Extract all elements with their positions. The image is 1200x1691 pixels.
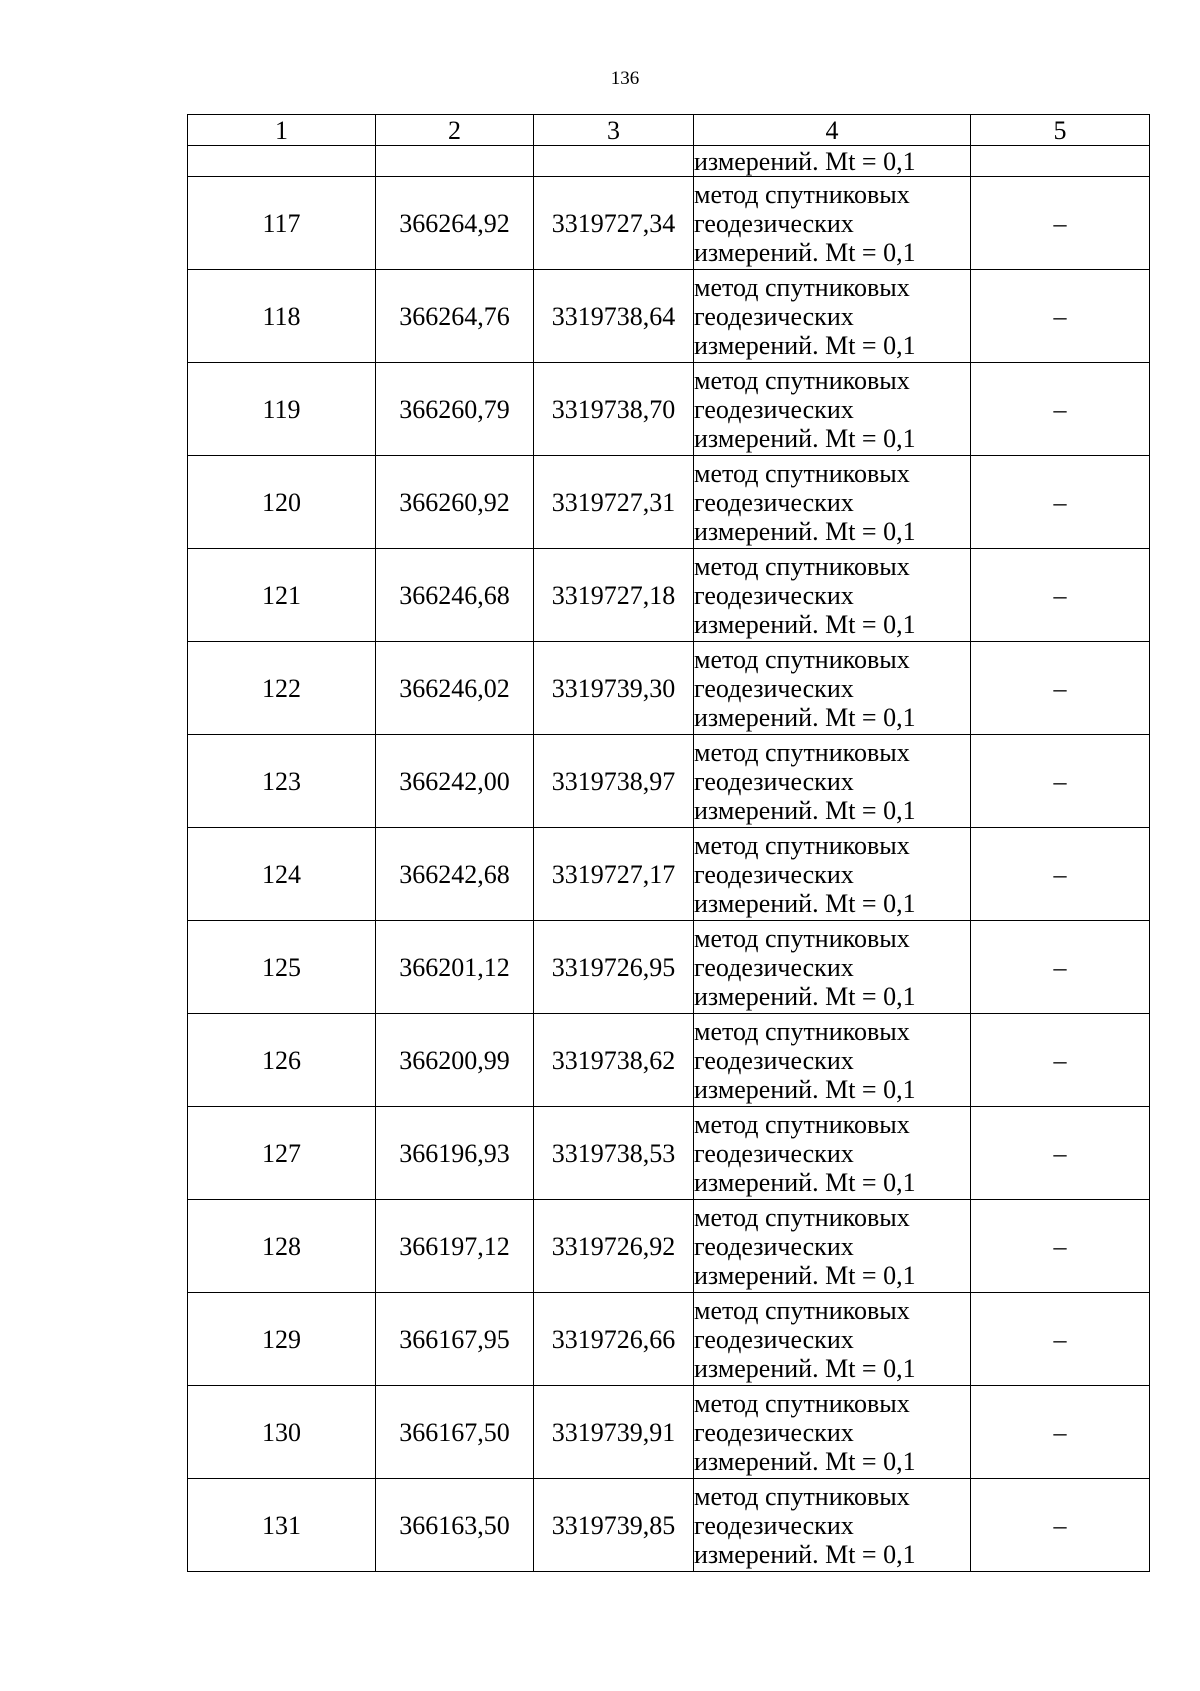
point-number: 119 bbox=[188, 363, 376, 456]
page-number: 136 bbox=[610, 68, 640, 89]
method-line: метод спутниковых bbox=[694, 644, 910, 674]
coordinate-x: 366260,79 bbox=[376, 363, 534, 456]
method-line: геодезических bbox=[694, 859, 854, 889]
coordinate-x: 366246,68 bbox=[376, 549, 534, 642]
method-line: метод спутниковых bbox=[694, 923, 910, 953]
coordinate-y: 3319738,97 bbox=[534, 735, 694, 828]
table-row bbox=[188, 549, 1150, 642]
coordinate-y: 3319727,17 bbox=[534, 828, 694, 921]
coordinate-x: 366197,12 bbox=[376, 1200, 534, 1293]
method-description bbox=[694, 456, 971, 549]
method-line: метод спутниковых bbox=[694, 830, 910, 860]
table-row bbox=[188, 1014, 1150, 1107]
coordinate-x: 366167,50 bbox=[376, 1386, 534, 1479]
point-number: 117 bbox=[188, 177, 376, 270]
method-description bbox=[694, 549, 971, 642]
table-row bbox=[188, 177, 1150, 270]
method-line: измерений. Mt = 0,1 bbox=[694, 1446, 916, 1476]
note-dash: – bbox=[971, 363, 1150, 456]
method-description bbox=[694, 363, 971, 456]
method-line: метод спутниковых bbox=[694, 1202, 910, 1232]
point-number: 124 bbox=[188, 828, 376, 921]
point-number: 128 bbox=[188, 1200, 376, 1293]
coordinate-x: 366264,92 bbox=[376, 177, 534, 270]
method-line: метод спутниковых bbox=[694, 179, 910, 209]
method-line: геодезических bbox=[694, 952, 854, 982]
coordinate-y: 3319739,30 bbox=[534, 642, 694, 735]
coordinate-y: 3319726,95 bbox=[534, 921, 694, 1014]
table-row bbox=[188, 270, 1150, 363]
point-number: 130 bbox=[188, 1386, 376, 1479]
coordinate-x: 366242,00 bbox=[376, 735, 534, 828]
note-dash: – bbox=[971, 1479, 1150, 1572]
coordinate-y: 3319738,64 bbox=[534, 270, 694, 363]
note-dash: – bbox=[971, 177, 1150, 270]
method-line: метод спутниковых bbox=[694, 272, 910, 302]
point-number: 127 bbox=[188, 1107, 376, 1200]
method-line: метод спутниковых bbox=[694, 365, 910, 395]
point-number: 129 bbox=[188, 1293, 376, 1386]
coordinate-x: 366200,99 bbox=[376, 1014, 534, 1107]
method-line: метод спутниковых bbox=[694, 551, 910, 581]
coordinate-y: 3319726,66 bbox=[534, 1293, 694, 1386]
coordinate-y: 3319727,31 bbox=[534, 456, 694, 549]
column-header-2: 2 bbox=[376, 115, 534, 146]
coordinate-y: 3319727,34 bbox=[534, 177, 694, 270]
method-line: измерений. Mt = 0,1 bbox=[694, 1167, 916, 1197]
table-header-row bbox=[188, 115, 1150, 146]
method-line: метод спутниковых bbox=[694, 1016, 910, 1046]
point-number: 123 bbox=[188, 735, 376, 828]
coordinate-x: 366242,68 bbox=[376, 828, 534, 921]
method-description bbox=[694, 1479, 971, 1572]
point-number: 126 bbox=[188, 1014, 376, 1107]
coordinates-table bbox=[187, 114, 1150, 1572]
table-row bbox=[188, 1107, 1150, 1200]
table-row bbox=[188, 642, 1150, 735]
continuation-cell-note bbox=[971, 146, 1150, 177]
method-line: измерений. Mt = 0,1 bbox=[694, 609, 916, 639]
table-row bbox=[188, 1293, 1150, 1386]
method-description bbox=[694, 642, 971, 735]
coordinate-x: 366196,93 bbox=[376, 1107, 534, 1200]
method-line: геодезических bbox=[694, 766, 854, 796]
table-row bbox=[188, 1479, 1150, 1572]
method-description bbox=[694, 828, 971, 921]
table-row bbox=[188, 828, 1150, 921]
column-header-4: 4 bbox=[694, 115, 971, 146]
method-line: геодезических bbox=[694, 1138, 854, 1168]
method-line: геодезических bbox=[694, 394, 854, 424]
method-description bbox=[694, 921, 971, 1014]
method-line: метод спутниковых bbox=[694, 1109, 910, 1139]
coordinate-y: 3319739,85 bbox=[534, 1479, 694, 1572]
column-header-3: 3 bbox=[534, 115, 694, 146]
method-description bbox=[694, 1107, 971, 1200]
continuation-row bbox=[188, 146, 1150, 177]
point-number: 122 bbox=[188, 642, 376, 735]
method-line: метод спутниковых bbox=[694, 737, 910, 767]
method-line: измерений. Mt = 0,1 bbox=[694, 888, 916, 918]
method-description bbox=[694, 177, 971, 270]
method-line: метод спутниковых bbox=[694, 1295, 910, 1325]
method-description bbox=[694, 1200, 971, 1293]
coordinate-x: 366163,50 bbox=[376, 1479, 534, 1572]
method-line: измерений. Mt = 0,1 bbox=[694, 330, 916, 360]
table-body bbox=[188, 115, 1150, 1572]
point-number: 121 bbox=[188, 549, 376, 642]
method-line: измерений. Mt = 0,1 bbox=[694, 795, 916, 825]
note-dash: – bbox=[971, 456, 1150, 549]
coordinate-y: 3319727,18 bbox=[534, 549, 694, 642]
column-header-1: 1 bbox=[188, 115, 376, 146]
method-line: измерений. Mt = 0,1 bbox=[694, 423, 916, 453]
note-dash: – bbox=[971, 1200, 1150, 1293]
note-dash: – bbox=[971, 549, 1150, 642]
table-row bbox=[188, 1386, 1150, 1479]
note-dash: – bbox=[971, 735, 1150, 828]
note-dash: – bbox=[971, 1293, 1150, 1386]
note-dash: – bbox=[971, 1107, 1150, 1200]
method-line: геодезических bbox=[694, 580, 854, 610]
method-line: метод спутниковых bbox=[694, 458, 910, 488]
note-dash: – bbox=[971, 1386, 1150, 1479]
method-line: измерений. Mt = 0,1 bbox=[694, 1074, 916, 1104]
note-dash: – bbox=[971, 1014, 1150, 1107]
coordinate-x: 366201,12 bbox=[376, 921, 534, 1014]
method-line: метод спутниковых bbox=[694, 1481, 910, 1511]
table-row bbox=[188, 456, 1150, 549]
method-line: геодезических bbox=[694, 301, 854, 331]
coordinate-y: 3319739,91 bbox=[534, 1386, 694, 1479]
continuation-method: измерений. Mt = 0,1 bbox=[694, 146, 971, 177]
method-description bbox=[694, 735, 971, 828]
point-number: 131 bbox=[188, 1479, 376, 1572]
continuation-cell-y bbox=[534, 146, 694, 177]
method-line: измерений. Mt = 0,1 bbox=[694, 702, 916, 732]
method-line: геодезических bbox=[694, 1324, 854, 1354]
table-row bbox=[188, 921, 1150, 1014]
method-line: измерений. Mt = 0,1 bbox=[694, 1353, 916, 1383]
method-line: геодезических bbox=[694, 1231, 854, 1261]
method-description bbox=[694, 1293, 971, 1386]
continuation-cell-num bbox=[188, 146, 376, 177]
continuation-cell-x bbox=[376, 146, 534, 177]
point-number: 118 bbox=[188, 270, 376, 363]
method-line: измерений. Mt = 0,1 bbox=[694, 981, 916, 1011]
method-line: геодезических bbox=[694, 1510, 854, 1540]
note-dash: – bbox=[971, 270, 1150, 363]
coordinate-x: 366260,92 bbox=[376, 456, 534, 549]
coordinate-x: 366264,76 bbox=[376, 270, 534, 363]
method-line: измерений. Mt = 0,1 bbox=[694, 1260, 916, 1290]
method-line: геодезических bbox=[694, 487, 854, 517]
method-line: геодезических bbox=[694, 1417, 854, 1447]
table-row bbox=[188, 363, 1150, 456]
coordinate-y: 3319738,62 bbox=[534, 1014, 694, 1107]
method-line: геодезических bbox=[694, 673, 854, 703]
method-description bbox=[694, 1386, 971, 1479]
method-line: метод спутниковых bbox=[694, 1388, 910, 1418]
method-line: измерений. Mt = 0,1 bbox=[694, 237, 916, 267]
coordinate-x: 366167,95 bbox=[376, 1293, 534, 1386]
method-line: геодезических bbox=[694, 1045, 854, 1075]
method-description bbox=[694, 270, 971, 363]
note-dash: – bbox=[971, 921, 1150, 1014]
coordinate-y: 3319738,53 bbox=[534, 1107, 694, 1200]
coordinate-x: 366246,02 bbox=[376, 642, 534, 735]
note-dash: – bbox=[971, 642, 1150, 735]
coordinate-y: 3319738,70 bbox=[534, 363, 694, 456]
method-line: измерений. Mt = 0,1 bbox=[694, 516, 916, 546]
method-line: геодезических bbox=[694, 208, 854, 238]
table-row bbox=[188, 1200, 1150, 1293]
point-number: 120 bbox=[188, 456, 376, 549]
method-line: измерений. Mt = 0,1 bbox=[694, 1539, 916, 1569]
table-row bbox=[188, 735, 1150, 828]
coordinate-y: 3319726,92 bbox=[534, 1200, 694, 1293]
point-number: 125 bbox=[188, 921, 376, 1014]
column-header-5: 5 bbox=[971, 115, 1150, 146]
note-dash: – bbox=[971, 828, 1150, 921]
method-description bbox=[694, 1014, 971, 1107]
